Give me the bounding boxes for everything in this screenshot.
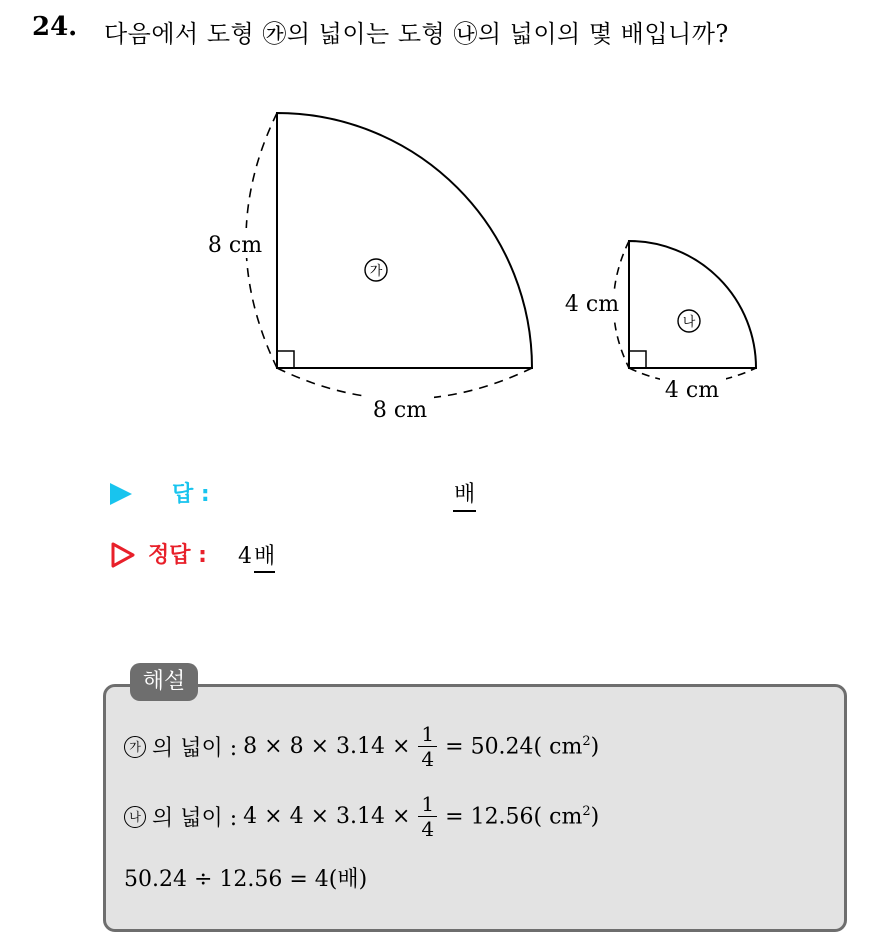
expr-b: 4 × 4 × 3.14 × [243,804,411,829]
question-number: 24. [32,12,78,42]
right-angle-mark-a [277,351,294,368]
ratio-result: 50.24 ÷ 12.56 = 4(배) [124,867,368,892]
result-a: = 50.24( $cm^2$) [445,733,600,760]
result-b: = 12.56( $cm^2$) [445,803,600,830]
area-label-b: 의 넓이 : [152,806,238,831]
marker-b: 나 [124,806,146,828]
shape-a-marker: 가 [369,264,383,279]
expr-a: 8 × 8 × 3.14 × [243,734,411,759]
answer-row [110,477,530,511]
correct-answer-label: 정답 : [148,543,207,568]
solution-line-2 [124,792,599,841]
shape-a-base-label: 8 cm [372,398,428,423]
correct-answer-row [110,538,510,574]
marker-a: 가 [124,736,146,758]
shape-a-radius-label: 8 cm [207,233,263,258]
right-angle-mark-b [629,351,646,368]
answer-label: 답 : [172,482,210,507]
area-label-a: 의 넓이 : [152,736,238,761]
fraction-a: $\frac{1}{4}$ [418,722,437,771]
shape-b-marker: 나 [682,315,696,330]
question-text: 다음에서 도형 ㉮의 넓이는 도형 ㉯의 넓이의 몇 배입니까? [104,20,729,48]
solution-line-1 [124,722,599,771]
solution-tab: 해설 [130,663,198,701]
shape-b-quarter-circle [560,241,756,404]
outline-triangle-icon [110,542,136,568]
shape-b-radius-label: 4 cm [564,292,620,317]
play-triangle-icon [110,483,132,505]
answer-blank-unit[interactable]: 배 [453,477,476,512]
shape-b-base-label: 4 cm [664,378,720,403]
shape-a-quarter-circle [200,113,532,424]
solution-line-3 [124,862,367,893]
fraction-b: $\frac{1}{4}$ [418,792,437,841]
correct-answer-value: 4배 [238,539,275,570]
